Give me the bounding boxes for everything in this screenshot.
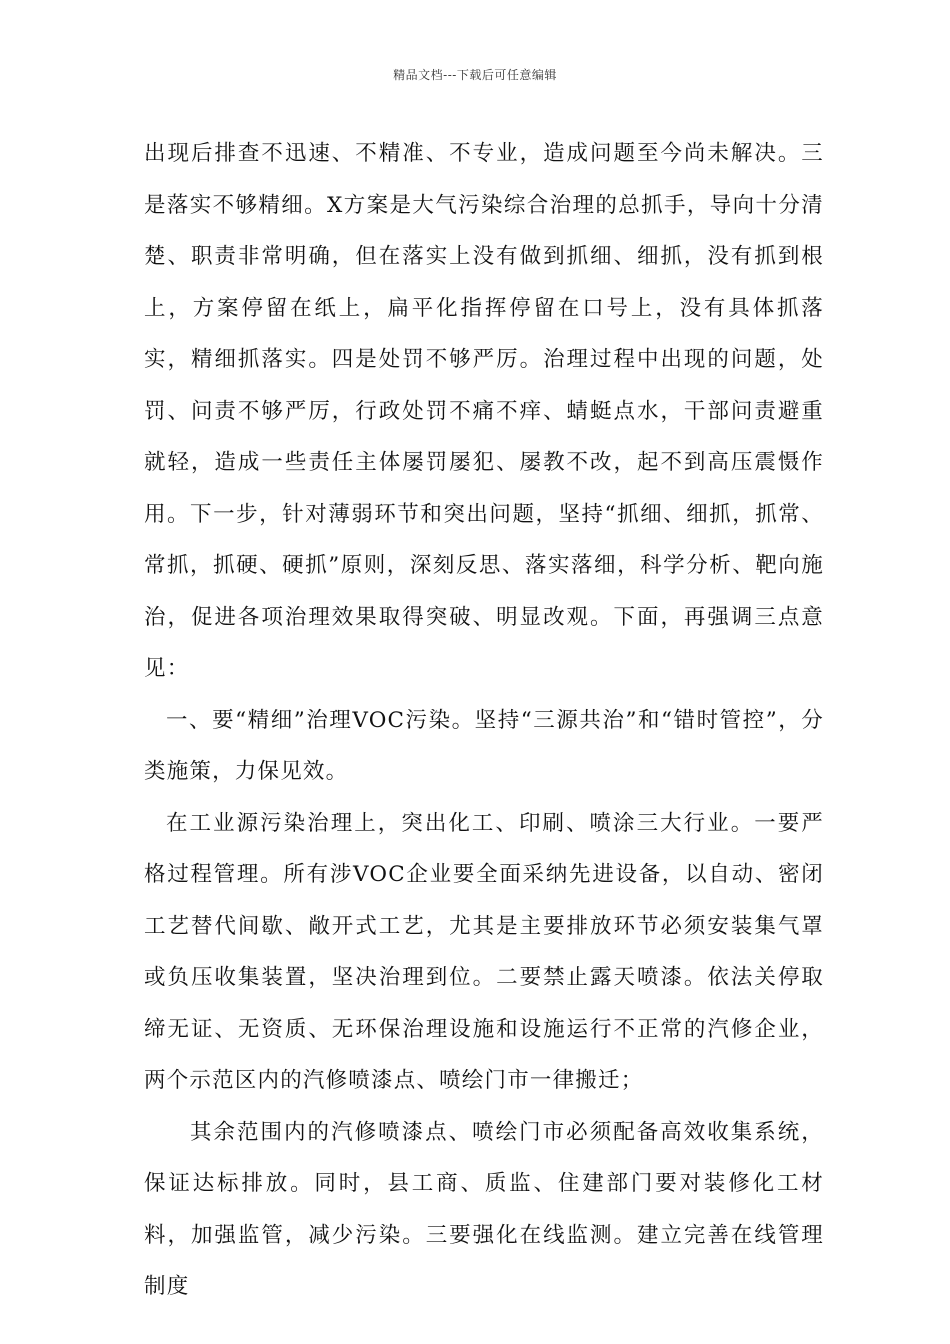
- paragraph-industrial-source: 在工业源污染治理上，突出化工、印刷、喷涂三大行业。一要严格过程管理。所有涉VOC企业要全面采纳先进设备，以自动、密闭工艺替代间歇、敞开式工艺，尤其是主要排放环节必须安装集气罩或负压收集装置，坚决治理到位。二要禁止露天喷漆。依法关停取缔无证、无资质、无环保治理设施和设施运行不正常的汽修企业，两个示范区内的汽修喷漆点、喷绘门市一律搬迁；: [144, 810, 824, 1093]
- paragraph-continuation: 出现后排查不迅速、不精准、不专业，造成问题至今尚未解决。三是落实不够精细。X方案是大气污染综合治理的总抓手，导向十分清楚、职责非常明确，但在落实上没有做到抓细、细抓，没有抓到根上，方案停留在纸上，扁平化指挥停留在口号上，没有具体抓落实，精细抓落实。四是处罚不够严厉。治理过程中出现的问题，处罚、问责不够严厉，行政处罚不痛不痒、蜻蜓点水，干部问责避重就轻，造成一些责任主体屡罚屡犯、屡教不改，起不到高压震慑作用。下一步，针对薄弱环节和突出问题，坚持“抓细、细抓，抓常、常抓，抓硬、硬抓”原则，深刻反思、落实落细，科学分析、靶向施治，促进各项治理效果取得突破、明显改观。下面，再强调三点意见：: [144, 141, 824, 681]
- document-body: [144, 128, 824, 1313]
- page-header: 精品文档---下载后可任意编辑: [393, 68, 557, 82]
- paragraph-remaining-scope: 其余范围内的汽修喷漆点、喷绘门市必须配备高效收集系统，保证达标排放。同时，县工商、质监、住建部门要对装修化工材料，加强监管，减少污染。三要强化在线监测。建立完善在线管理制度: [144, 1119, 824, 1299]
- paragraph-section-heading: 一、要“精细”治理VOC污染。坚持“三源共治”和“错时管控”，分类施策，力保见效。: [144, 707, 824, 784]
